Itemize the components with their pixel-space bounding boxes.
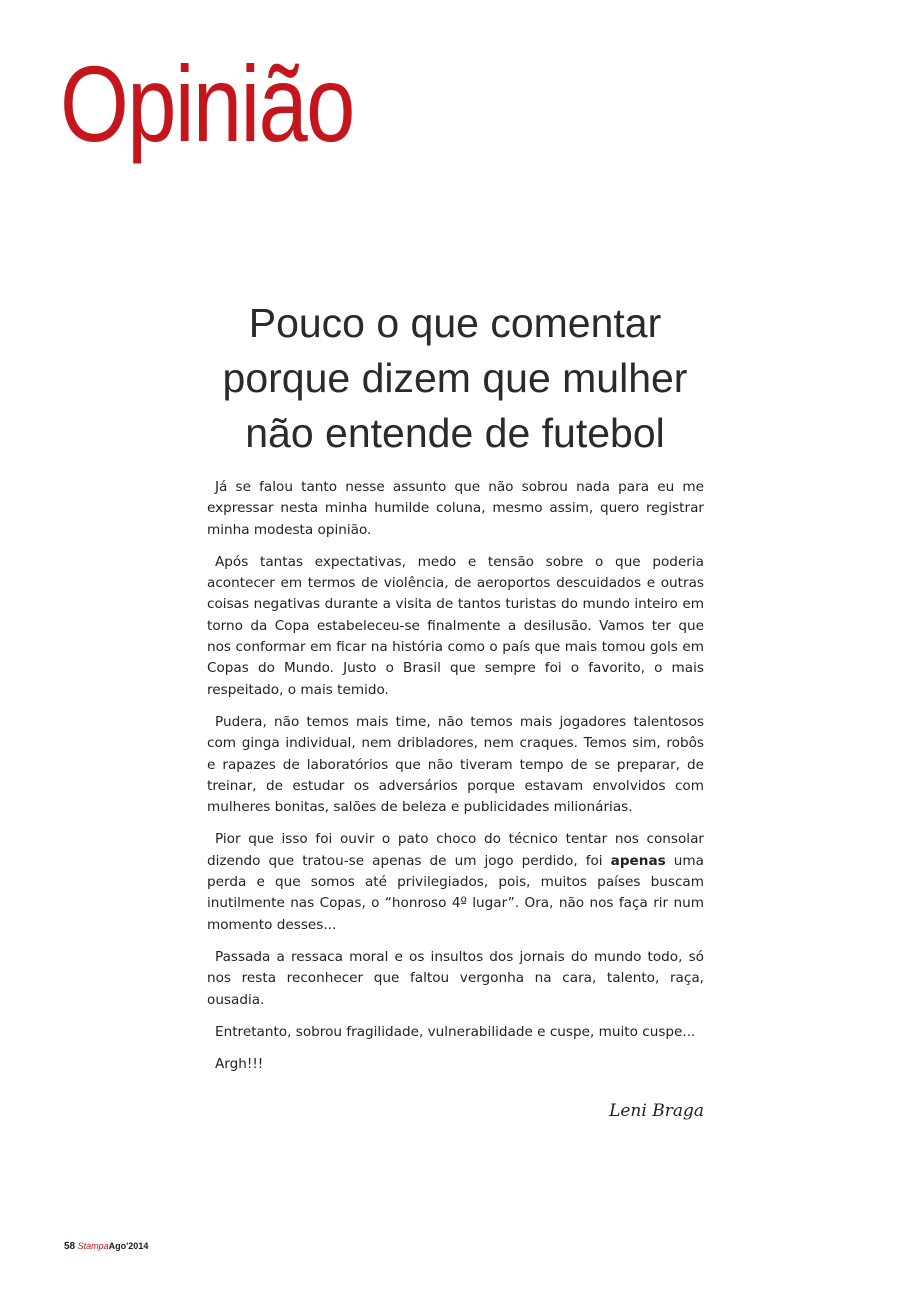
emphasis-text: apenas bbox=[610, 852, 666, 869]
headline-line: Pouco o que comentar bbox=[248, 300, 662, 346]
page-footer bbox=[64, 1241, 148, 1252]
headline-line: porque dizem que mulher bbox=[222, 355, 688, 401]
paragraph-text: Pior que isso foi ouvir o pato choco do técnico tentar nos consolar dizendo que tratou-se apenas de um jogo perdido, foi bbox=[207, 831, 704, 869]
article-paragraph: Argh!!! bbox=[215, 1056, 264, 1073]
article-paragraph: Já se falou tanto nesse assunto que não sobrou nada para eu me expressar nesta minha humilde coluna, mesmo assim, quero registrar minha modesta opinião. bbox=[207, 479, 704, 538]
page-number: 58 bbox=[64, 1241, 76, 1252]
author-signature: Leni Braga bbox=[609, 1101, 704, 1121]
issue-date: Ago'2014 bbox=[108, 1241, 149, 1251]
article-body bbox=[207, 477, 704, 1086]
article-paragraph bbox=[207, 829, 704, 935]
headline-line: não entende de futebol bbox=[245, 410, 665, 456]
article-paragraph: Passada a ressaca moral e os insultos dos jornais do mundo todo, só nos resta reconhecer que faltou vergonha na cara, talento, raça, ousadia. bbox=[207, 948, 704, 1008]
article-paragraph: Pudera, não temos mais time, não temos mais jogadores talentosos com ginga individual, nem dribladores, nem craques. Temos sim, robôs e rapazes de laboratórios que não tiveram tempo de se preparar, de treinar, de estudar os adversários porque estavam envolvidos com mulheres bonitas, salões de beleza e publicidades milionárias. bbox=[207, 713, 704, 816]
magazine-brand: Stampa bbox=[77, 1241, 109, 1251]
article-headline bbox=[205, 296, 705, 461]
section-title: Opinião bbox=[60, 43, 354, 164]
article-paragraph: Após tantas expectativas, medo e tensão sobre o que poderia acontecer em termos de violência, de aeroportos descuidados e outras coisas negativas durante a visita de tantos turistas do mundo inteiro em torno da Copa estabeleceu-se finalmente a desilusão. Vamos ter que nos conformar em ficar na história como o país que mais tomou gols em Copas do Mundo. Justo o Brasil que sempre foi o favorito, o mais respeitado, o mais temido. bbox=[207, 553, 704, 698]
article-paragraph: Entretanto, sobrou fragilidade, vulnerabilidade e cuspe, muito cuspe... bbox=[215, 1023, 696, 1040]
paragraph-text: uma perda e que somos até privilegiados, pois, muitos países buscam inutilmente nas Copas, o “honroso 4º lugar”. Ora, não nos faça rir num momento desses... bbox=[207, 852, 704, 933]
